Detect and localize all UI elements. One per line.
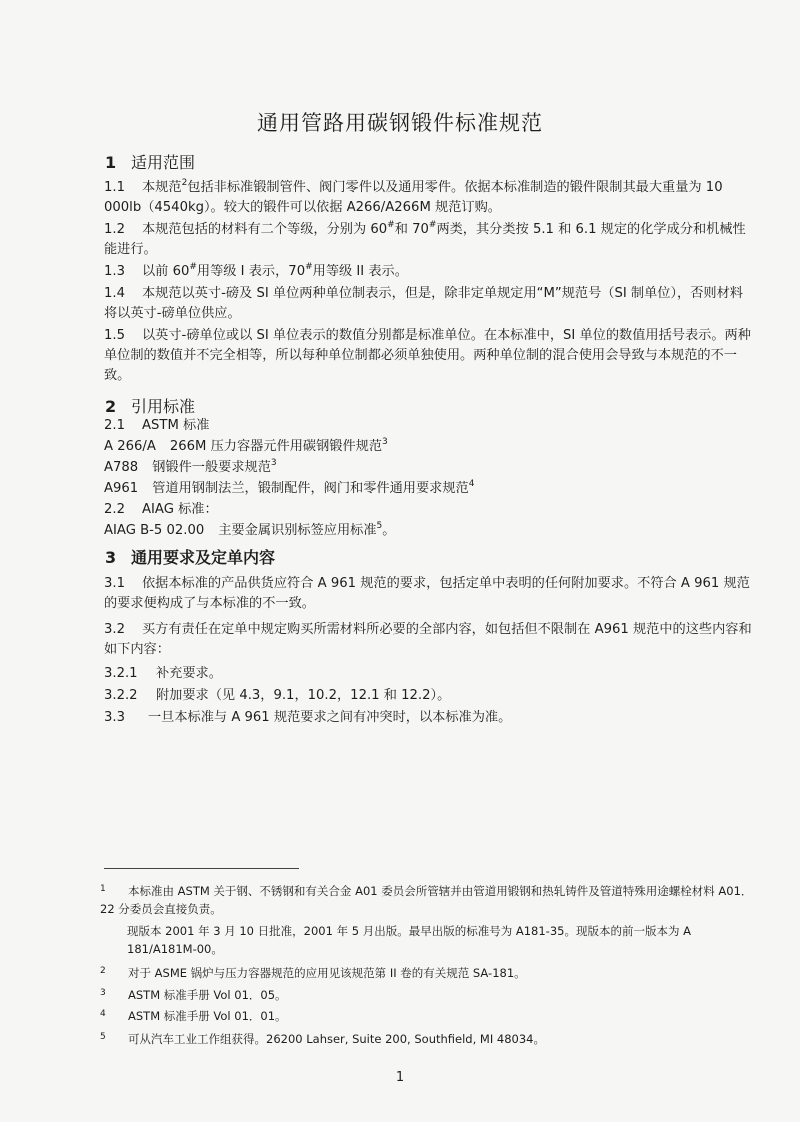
clause-number: 2.1 (104, 418, 125, 433)
clause-3-2: 3.2 买方有责任在定单中规定购买所需材料所必要的全部内容，如包括但不限制在 A961 规范中的这些内容和如下内容： (104, 622, 752, 657)
clause-1-5: 1.5 以英寸-磅单位或以 SI 单位表示的数值分别都是标准单位。在本标准中，SI 单位的数值用括号表示。两种单位制的数值并不完全相等，所以每种单位制都必须单独使用。两种单位制的混合使用会导致与本规范的不一致。 (104, 328, 751, 383)
reference-code: A961 (104, 481, 139, 496)
reference-a266: A 266/A 266M 压力容器元件用碳钢锻件规范$^3$ (104, 437, 754, 457)
page-title: 通用管路用碳钢锻件标准规范 (257, 111, 543, 135)
clause-1-2: 1.2 本规范包括的材料有二个等级，分别为 60#和 70#两类，其分类按 5.1 和 6.1 规定的化学成分和机械性能进行。 (104, 220, 746, 257)
reference-a788: A788 钢锻件一般要求规范$^3$ (104, 458, 754, 478)
section-heading-3 (105, 545, 275, 568)
clause-number: 3.2 (104, 622, 125, 637)
clause-number: 1.2 (104, 222, 125, 237)
footnote-mark: 4 (100, 1009, 106, 1019)
footnote-mark: 2 (100, 966, 106, 976)
footnote-divider (104, 868, 299, 869)
footnote-mark: 1 (100, 884, 106, 894)
section-title: 适用范围 (131, 153, 196, 172)
footnote-5: 5 可从汽车工业工作组获得。26200 Lahser, Suite 200, Southfield, MI 48034。 (100, 1028, 755, 1048)
clause-number: 2.2 (104, 502, 125, 517)
clause-number: 3.2.1 (104, 666, 138, 681)
footnote-ref: 2 (181, 178, 188, 188)
section-title: 通用要求及定单内容 (131, 548, 276, 567)
footnote-1: 1 本标准由 ASTM 关于钢、不锈钢和有关合金 A01 委员会所管辖并由管道用锻钢和热轧铸件及管道特殊用途螺栓材料 A01．22 分委员会直接负责。 (100, 880, 755, 918)
clause-3-2-2: 3.2.2 附加要求（见 4.3，9.1，10.2，12.1 和 12.2）。 (104, 686, 754, 706)
clause-number: 3.3 (104, 710, 125, 725)
clause-2-1: 2.1 ASTM 标准 (104, 416, 754, 436)
clause-1-4: 1.4 本规范以英寸-磅及 SI 单位两种单位制表示，但是，除非定单规定用“M”规范号（SI 制单位），否则材料将以英寸-磅单位供应。 (104, 286, 743, 321)
section-heading-1 (105, 150, 195, 173)
section-number: 1 (105, 153, 117, 172)
reference-code: A788 (104, 460, 139, 475)
clause-number: 1.5 (104, 328, 125, 343)
clause-3-2-1: 3.2.1 补充要求。 (104, 664, 754, 684)
footnote-4: 4 ASTM 标准手册 Vol 01．01。 (100, 1005, 755, 1025)
clause-1-1: 1.1 本规范$^2$包括非标准锻制管件、阀门零件以及通用零件。依据本标准制造的锻件限制其最大重量为 10 000lb（4540kg）。较大的锻件可以依据 A266/A266M 规范订购。 (104, 178, 723, 215)
section-number: 2 (105, 397, 117, 416)
section-heading-2 (105, 394, 195, 417)
clause-3-3: 3.3 一旦本标准与 A 961 规范要求之间有冲突时，以本标准为准。 (104, 708, 754, 728)
reference-a961: A961 管道用钢制法兰，锻制配件，阀门和零件通用要求规范$^4$ (104, 479, 754, 499)
reference-aiag: AIAG B-5 02.00 主要金属识别标签应用标准$^5$。 (104, 521, 754, 541)
reference-code: A 266/A (104, 439, 156, 454)
clause-1-3: 1.3 以前 60#用等级 I 表示，70#用等级 II 表示。 (104, 262, 754, 282)
clause-3-1: 3.1 依据本标准的产品供货应符合 A 961 规范的要求，包括定单中表明的任何附加要求。不符合 A 961 规范的要求便构成了与本标准的不一致。 (104, 576, 750, 611)
clause-number: 1.4 (104, 286, 125, 301)
footnote-mark: 5 (100, 1032, 106, 1042)
clause-number: 3.2.2 (104, 688, 138, 703)
footnote-1-continued: 现版本 2001 年 3 月 10 日批准，2001 年 5 月出版。最早出版的标准号为 A181-35。现版本的前一版本为 A 181/A181M-00。 (127, 924, 691, 956)
clause-number: 1.1 (104, 180, 125, 195)
section-title: 引用标准 (131, 397, 196, 416)
footnote-2: 2 对于 ASME 锅炉与压力容器规范的应用见该规范第 II 卷的有关规范 SA-181。 (100, 962, 755, 982)
clause-number: 1.3 (104, 264, 125, 279)
clause-number: 3.1 (104, 576, 125, 591)
footnote-mark: 3 (100, 988, 106, 998)
page-number: 1 (395, 1070, 405, 1085)
reference-code: AIAG B-5 02.00 (104, 523, 205, 538)
clause-2-2: 2.2 AIAG 标准： (104, 500, 754, 520)
footnote-3: 3 ASTM 标准手册 Vol 01．05。 (100, 984, 755, 1004)
section-number: 3 (105, 548, 117, 567)
